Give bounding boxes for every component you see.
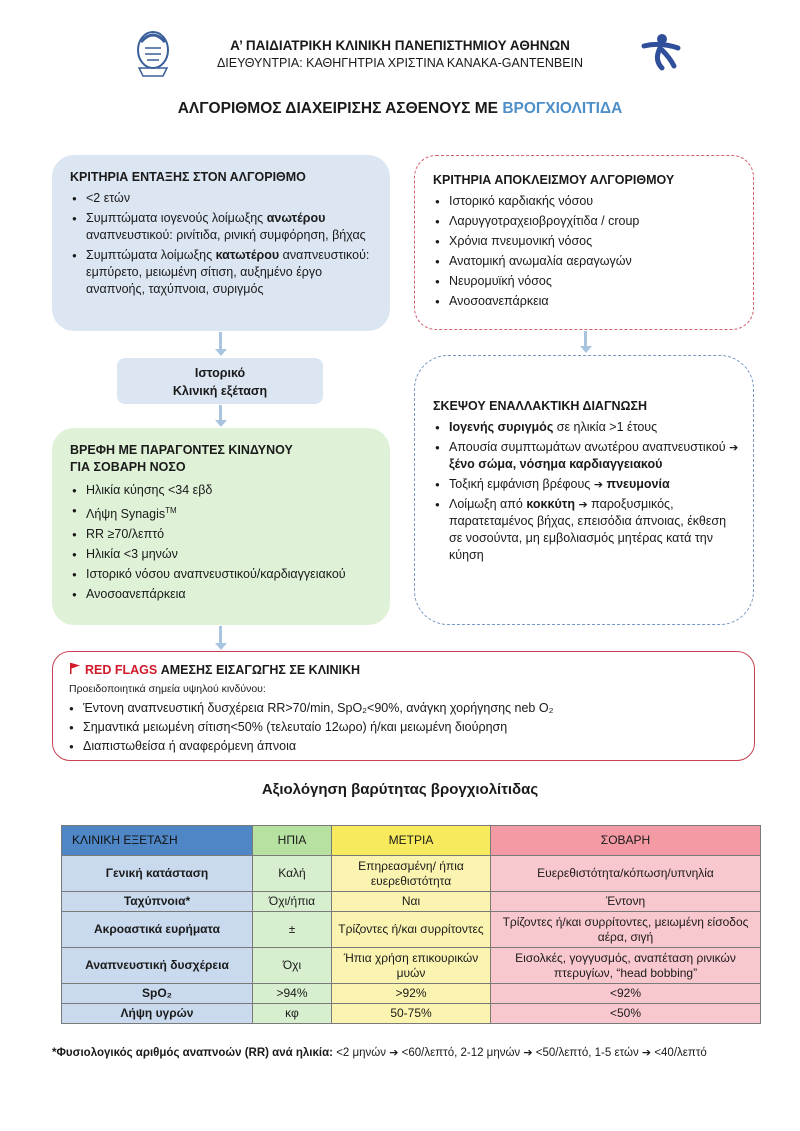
history-exam-box bbox=[117, 358, 323, 404]
list-item: ● Λοίμωξη από κοκκύτη ➔ παροξυσμικός, παρατεταμένος βήχας, επεισόδια άπνοιας, έκθεση σε νοσούντα, μη εμβολιασμός μητέρας κατά την κύηση bbox=[433, 496, 741, 564]
header-cell: ΚΛΙΝΙΚΗ ΕΞΕΤΑΣΗ bbox=[62, 826, 253, 856]
header-cell: ΗΠΙΑ bbox=[253, 826, 332, 856]
table-cell: Ναι bbox=[332, 892, 491, 912]
list-item: ● Λαρυγγοτραχειοβρογχίτιδα / croup bbox=[433, 213, 741, 230]
table-row bbox=[62, 892, 761, 912]
right-arrow-icon: ➔ bbox=[729, 441, 739, 454]
exam-label: Κλινική εξέταση bbox=[172, 384, 268, 398]
table-cell: SpO₂ bbox=[62, 984, 253, 1004]
severity-title: Αξιολόγηση βαρύτητας βρογχιολίτιδας bbox=[261, 781, 539, 798]
table-cell: Εισολκές, γογγυσμός, αναπέταση ρινικών πτερυγίων, “head bobbing” bbox=[491, 948, 761, 984]
list-item: ● Ιστορικό καρδιακής νόσου bbox=[433, 193, 741, 210]
footnote: *Φυσιολογικός αριθμός αναπνοών (RR) ανά ηλικία: <2 μηνών ➔ <60/λεπτό, 2-12 μηνών ➔ <50/λεπτό, 1-5 ετών ➔ <40/λεπτό bbox=[52, 1046, 707, 1059]
table-row bbox=[62, 984, 761, 1004]
table-cell: Επηρεασμένη/ ήπια ευερεθιστότητα bbox=[332, 856, 491, 892]
alternative-title: ΣΚΕΨΟΥ ΕΝΑΛΛΑΚΤΙΚΗ ΔΙΑΓΝΩΣΗ bbox=[433, 399, 648, 413]
list-item: ● Συμπτώματα ιογενούς λοίμωξης ανωτέρου αναπνευστικού: ρινίτιδα, ρινική συμφόρηση, βήχας bbox=[70, 210, 376, 244]
exclusion-criteria-box bbox=[414, 155, 754, 330]
list-item: ● RR ≥70/λεπτό bbox=[70, 526, 376, 543]
table-cell: Αναπνευστική δυσχέρεια bbox=[62, 948, 253, 984]
connector-arrow-head bbox=[215, 643, 227, 650]
list-item: ● Χρόνια πνευμονική νόσος bbox=[433, 233, 741, 250]
list-item: ● Ανατομική ανωμαλία αεραγωγών bbox=[433, 253, 741, 270]
connector-arrow bbox=[219, 626, 222, 644]
list-item: ● <2 ετών bbox=[70, 190, 376, 207]
severity-table bbox=[61, 825, 761, 1024]
child-clinic-logo-icon bbox=[640, 30, 682, 72]
list-item: ● Σημαντικά μειωμένη σίτιση<50% (τελευταίο 12ωρο) ή/και μειωμένη διούρηση bbox=[67, 719, 740, 736]
header-cell: ΣΟΒΑΡΗ bbox=[491, 826, 761, 856]
table-cell: κφ bbox=[253, 1004, 332, 1024]
red-flags-subtitle: Προειδοποιητικά σημεία υψηλού κινδύνου: bbox=[69, 683, 266, 696]
right-arrow-icon: ➔ bbox=[578, 498, 588, 511]
risk-factors-box bbox=[52, 428, 390, 625]
red-flags-title: RED FLAGS ΑΜΕΣΗΣ ΕΙΣΑΓΩΓΗΣ ΣΕ ΚΛΙΝΙΚΗ bbox=[69, 662, 740, 679]
exclusion-title: ΚΡΙΤΗΡΙΑ ΑΠΟΚΛΕΙΣΜΟΥ ΑΛΓΟΡΙΘΜΟΥ bbox=[433, 173, 675, 187]
inclusion-criteria-box bbox=[52, 155, 390, 331]
table-cell: Ακροαστικά ευρήματα bbox=[62, 912, 253, 948]
inclusion-title: ΚΡΙΤΗΡΙΑ ΕΝΤΑΞΗΣ ΣΤΟΝ ΑΛΓΟΡΙΘΜΟ bbox=[70, 170, 306, 184]
table-row bbox=[62, 1004, 761, 1024]
table-row bbox=[62, 856, 761, 892]
page-title: ΑΛΓΟΡΙΘΜΟΣ ΔΙΑΧΕΙΡΙΣΗΣ ΑΣΘΕΝΟΥΣ ΜΕ ΒΡΟΓΧΙΟΛΙΤΙΔΑ bbox=[177, 100, 623, 117]
list-item: ● Νευρομυϊκή νόσος bbox=[433, 273, 741, 290]
list-item: ● Ηλικία <3 μηνών bbox=[70, 546, 376, 563]
right-arrow-icon: ➔ bbox=[389, 1046, 399, 1059]
clinic-name: Α’ ΠΑΙΔΙΑΤΡΙΚΗ ΚΛΙΝΙΚΗ ΠΑΝΕΠΙΣΤΗΜΙΟΥ ΑΘΗΝΩΝ bbox=[230, 38, 570, 53]
table-cell: >94% bbox=[253, 984, 332, 1004]
alternative-diagnosis-box bbox=[414, 355, 754, 625]
university-logo-icon bbox=[133, 28, 173, 78]
connector-arrow bbox=[219, 405, 222, 421]
table-cell: Λήψη υγρών bbox=[62, 1004, 253, 1024]
connector-arrow-head bbox=[215, 349, 227, 356]
list-item: ● Ανοσοανεπάρκεια bbox=[433, 293, 741, 310]
table-cell: Όχι bbox=[253, 948, 332, 984]
right-arrow-icon: ➔ bbox=[523, 1046, 533, 1059]
red-flag-icon bbox=[69, 662, 81, 679]
connector-arrow-head bbox=[580, 346, 592, 353]
list-item: ● Ιογενής συριγμός σε ηλικία >1 έτους bbox=[433, 419, 741, 436]
list-item: ● Λήψη Synagis™ bbox=[70, 502, 376, 523]
table-row bbox=[62, 948, 761, 984]
list-item: ● Έντονη αναπνευστική δυσχέρεια RR>70/min, SpO₂<90%, ανάγκη χορήγησης neb O₂ bbox=[67, 700, 740, 717]
header-cell: ΜΕΤΡΙΑ bbox=[332, 826, 491, 856]
table-cell: Όχι/ήπια bbox=[253, 892, 332, 912]
connector-arrow-head bbox=[215, 420, 227, 427]
risk-title: ΒΡΕΦΗ ΜΕ ΠΑΡΑΓΟΝΤΕΣ ΚΙΝΔΥΝΟΥ ΓΙΑ ΣΟΒΑΡΗ ΝΟΣΟ bbox=[70, 443, 293, 474]
table-cell: <92% bbox=[491, 984, 761, 1004]
table-cell: Καλή bbox=[253, 856, 332, 892]
table-cell: 50-75% bbox=[332, 1004, 491, 1024]
table-cell: <50% bbox=[491, 1004, 761, 1024]
table-cell: Ήπια χρήση επικουρικών μυών bbox=[332, 948, 491, 984]
list-item: ● Ηλικία κύησης <34 εβδ bbox=[70, 482, 376, 499]
table-cell: Τρίζοντες ή/και συρρίτοντες bbox=[332, 912, 491, 948]
list-item: ● Ανοσοανεπάρκεια bbox=[70, 586, 376, 603]
table-header-row bbox=[62, 826, 761, 856]
list-item: ● Συμπτώματα λοίμωξης κατωτέρου αναπνευστικού: εμπύρετο, μειωμένη σίτιση, αυξημένο έργο αναπνοής, ταχύπνοια, συριγμός bbox=[70, 247, 376, 298]
table-cell: >92% bbox=[332, 984, 491, 1004]
connector-arrow bbox=[219, 332, 222, 350]
table-cell: Ευερεθιστότητα/κόπωση/υπνηλία bbox=[491, 856, 761, 892]
table-cell: ± bbox=[253, 912, 332, 948]
list-item: ● Διαπιστωθείσα ή αναφερόμενη άπνοια bbox=[67, 738, 740, 755]
table-cell: Ταχύπνοια* bbox=[62, 892, 253, 912]
list-item: ● Ιστορικό νόσου αναπνευστικού/καρδιαγγειακού bbox=[70, 566, 376, 583]
table-cell: Γενική κατάσταση bbox=[62, 856, 253, 892]
table-row bbox=[62, 912, 761, 948]
table-cell: Έντονη bbox=[491, 892, 761, 912]
right-arrow-icon: ➔ bbox=[641, 1046, 652, 1059]
clinic-director: ΔΙΕΥΘΥΝΤΡΙΑ: ΚΑΘΗΓΗΤΡΙΑ ΧΡΙΣΤΙΝΑ ΚΑΝΑΚΑ-GANTENBEIN bbox=[216, 56, 584, 70]
list-item: ● Τοξική εμφάνιση βρέφους ➔ πνευμονία bbox=[433, 476, 741, 493]
right-arrow-icon: ➔ bbox=[593, 478, 604, 491]
list-item: ● Απουσία συμπτωμάτων ανωτέρου αναπνευστικού ➔ ξένο σώμα, νόσημα καρδιαγγειακού bbox=[433, 439, 741, 473]
history-label: Ιστορικό bbox=[194, 366, 246, 380]
table-cell: Τρίζοντες ή/και συρρίτοντες, μειωμένη είσοδος αέρα, σιγή bbox=[491, 912, 761, 948]
red-flags-box bbox=[52, 651, 755, 761]
connector-arrow bbox=[584, 331, 587, 347]
